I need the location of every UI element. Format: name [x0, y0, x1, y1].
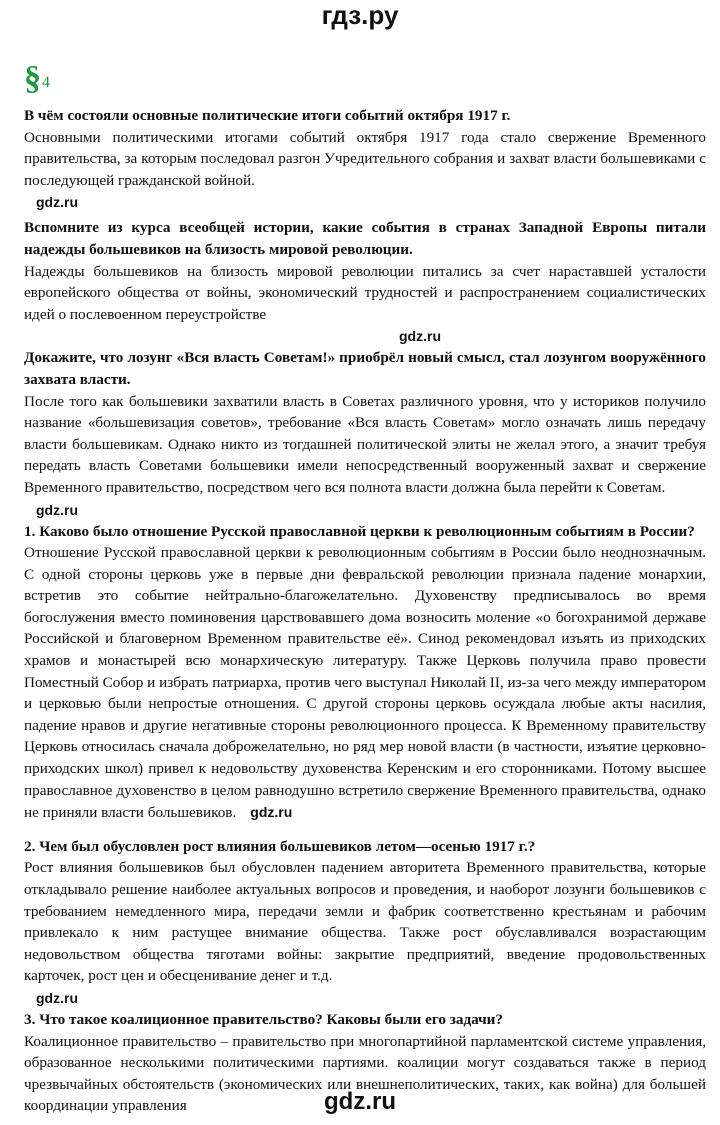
question-3: Докажите, что лозунг «Вся власть Советам!» приобрёл новый смысл, стал лозунгом вооружённого захвата власти.	[24, 349, 706, 388]
site-header-title: гдз.ру	[321, 0, 399, 30]
watermark: gdz.ru	[36, 194, 78, 211]
question-1: В чём состояли основные политические итоги событий октября 1917 г.	[24, 107, 511, 124]
question-2: Вспомните из курса всеобщей истории, какие события в странах Западной Европы питали надежды большевиков на близость мировой революции.	[24, 219, 706, 258]
answer-6: Коалиционное правительство – правительство при многопартийной парламентской системе управления, образованное несколькими политическими партиями. коалиции могут создаваться также в период чрезвычайных обстоятельств (экономических или внешнеполитических, таких, как война) для большей координации управления	[24, 1032, 706, 1115]
answer-1: Основными политическими итогами событий октября 1917 года стало свержение Временного правительства, за которым последовал разгон Учредительного собрания и захват власти большевиками с последующей гражданской войной.	[24, 128, 706, 189]
watermark: gdz.ru	[36, 989, 78, 1006]
section-number: 4	[42, 74, 50, 91]
answer-4-text: Отношение Русской православной церкви к революционным событиям в России было неоднозначным. С одной стороны церковь уже в первые дни февральской революции признала падение монархии, встретив это событие нейтрально-благожелательно. Духовенству предписывалось во время богослужения вместо поминовения царствовавшего дома возносить моление «о богохранимой державе Российской и благоверном Временном правительстве её». Синод рекомендовал изъять из приходских храмов и монастырей всю монархическую литературу. Также Церковь получила право провести Поместный Собор и избрать патриарха, против чего выступал Николай II, из-за чего между императором и церковью были непростые отношения. С другой стороны церковь осуждала любые акты насилия, падение нравов и другие негативные стороны революционного процесса. К Временному правительству Церковь относилась сначала доброжелательно, но ряд мер новой власти (в частности, изъятие церковно-приходских школ) привел к недовольству духовенства Керенским и его сторонниками. Потому высшее православное духовенство в целом равнодушно встретило свержение Временного правительства, однако не приняли власти большевиков.	[24, 544, 706, 822]
section-heading	[24, 62, 50, 102]
section-symbol: §	[24, 60, 41, 97]
question-4: 1. Каково было отношение Русской православной церкви к революционным событиям в России?	[24, 522, 695, 540]
answer-3: После того как большевики захватили власть в Советах различного уровня, что у историков получило название «большевизация советов», требование «Вся власть Советам» могло означать лишь передачу власти большевикам. Однако никто из тогдашней политической элиты не желал этого, а значит требуя передать власть Советами большевики имели непосредственный вооруженный захват и свержение Временного правительство, посредством чего вся полнота власти должна была перейти к Советам.	[24, 392, 706, 496]
answer-2: Надежды большевиков на близость мировой революции питались за счет нараставшей усталости европейского общества от войны, экономический трудностей и распространением социалистических идей о послевоенном переустройстве	[24, 262, 706, 323]
question-6: 3. Что такое коалиционное правительство? Каковы были его задачи?	[24, 1010, 504, 1028]
document-body	[24, 105, 706, 1117]
answer-5: Рост влияния большевиков был обусловлен падением авторитета Временного правительства, которые откладывало решение наиболее актуальных вопросов и проведения, и наоборот лозунги большевиков с требованием немедленного мира, передачи земли и фабрик соответственно крестьянам и рабочим привлекало к ним растущее внимание общества. Также рост обуславливался возрастающим недовольством общества тяготами войны: закрытие предприятий, введение продовольственных карточек, рост цен и обесценивание денег и т.д.	[24, 859, 706, 985]
watermark: gdz.ru	[250, 804, 293, 821]
watermark: gdz.ru	[36, 501, 78, 518]
site-footer-title: gdz.ru	[324, 1088, 396, 1115]
watermark: gdz.ru	[399, 328, 441, 345]
answer-4	[24, 542, 706, 824]
question-5: 2. Чем был обусловлен рост влияния большевиков летом—осенью 1917 г.?	[24, 837, 536, 855]
